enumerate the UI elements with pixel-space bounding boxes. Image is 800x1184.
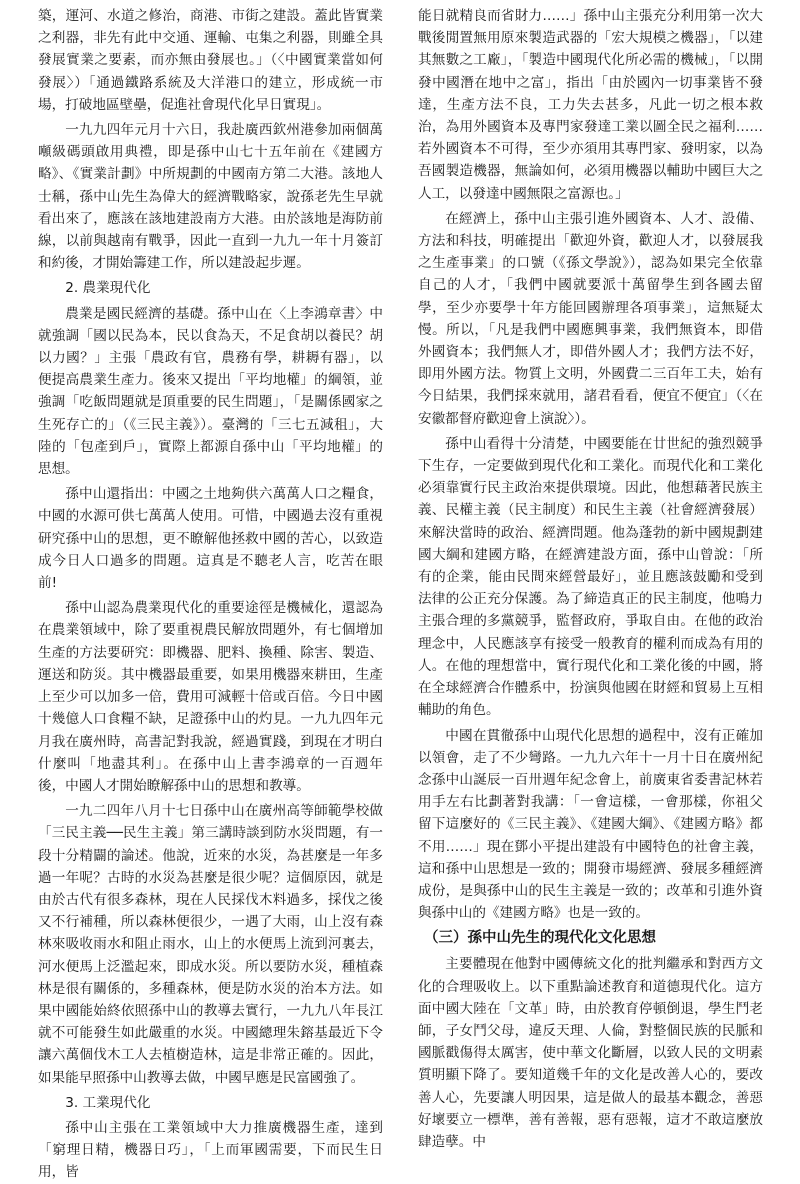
left-column bbox=[38, 5, 383, 1181]
subheading-agriculture: 2. 農業現代化 bbox=[65, 280, 151, 297]
subheading-industry: 3. 工業現代化 bbox=[65, 1094, 151, 1111]
right-column bbox=[418, 5, 763, 1150]
paragraph: 孫中山還指出：中國之土地夠供六萬萬人口之糧食，中國的水源可供七萬萬人使用。可惜，中國過去沒有重視研究孫中山的思想，更不瞭解他拯救中國的苦心，以致造成今日人口過多的問題。這真是不聽老人言，吃苦在眼前! bbox=[38, 486, 383, 592]
paragraph: 在經濟上，孫中山主張引進外國資本、人才、設備、方法和科技，明確提出「歡迎外資，歡迎人才，以發展我之生產事業」的口號（《孫文學說》），認為如果完全依靠自己的人才，「我們中國就要派十萬留學生到各國去留學，至少亦要學十年方能回國辦理各項事業」，這無疑太慢。所以，「凡是我們中國應興事業，我們無資本，即借外國資本；我們無人才，即借外國人才；我們方法不好，即用外國方法。物質上文明，外國費二三百年工夫，始有今日結果，我們採來就用，諸君看看，便宜不便宜」（〈在安徽都督府歡迎會上演說〉）。 bbox=[418, 210, 763, 427]
paragraph: 築，運河、水道之修治，商港、市街之建設。蓋此皆實業之利器，非先有此中交通、運輸、屯集之利器，則雖全具發展實業之要素，而亦無由發展也。」（〈中國實業當如何發展〉）「通過鐵路系統及大洋港口的建立，形成統一市場，打破地區壁壘，促進社會現代化早日實現」。 bbox=[38, 8, 383, 113]
paragraph: 孫中山認為農業現代化的重要途徑是機械化，還認為在農業領域中，除了要重視農民解放問題外，有七個增加生產的方法要研究：即機器、肥料、換種、除害、製造、運送和防災。其中機器最重要，如果用機器來耕田，生產上至少可以加多一倍，費用可減輕十倍或百倍。今日中國十幾億人口食糧不缺，足證孫中山的灼見。一九九四年元月我在廣州時，高書記對我說，經過實踐，到現在才明白什麼叫「地盡其利」。在孫中山上書李鴻章的一百週年後，中國人才開始瞭解孫中山的思想和教導。 bbox=[38, 600, 383, 794]
paragraph: 主要體現在他對中國傳統文化的批判繼承和對西方文化的合理吸收上。以下重點論述教育和道德現代化。這方面中國大陸在「文革」時，由於教育停頓倒退，學生鬥老師，子女鬥父母，違反天理、人倫，對整個民族的民脈和國脈戳傷得太厲害，使中華文化斷層，以致人民的文明素質明顯下降了。要知道幾千年的文化是改善人心的，要改善人心，先要讓人明因果，這是做人的最基本觀念，善惡好壞要立一標準，善有善報，惡有惡報，這才不敢這麼放肆造孽。中 bbox=[418, 956, 763, 1150]
paragraph: 能日就精良而省財力……」孫中山主張充分利用第一次大戰後閒置無用原來製造武器的「宏大規模之機器」，「以建其無數之工廠」，「製造中國現代化所必需的機械」，「以開發中國潛在地中之富」，指出「由於國內一切事業皆不發達，生產方法不良，工力失去甚多，凡此一切之根本救治，為用外國資本及專門家發達工業以圖全民之福利……若外國資本不可得，至少亦須用其專門家、發明家，以為吾國製造機器，無論如何，必須用機器以輔助中國巨大之人工，以發達中國無限之富源也。」 bbox=[418, 8, 763, 202]
section-heading-culture: （三）孫中山先生的現代化文化思想 bbox=[424, 930, 656, 947]
paragraph: 中國在貫徹孫中山現代化思想的過程中，沒有正確加以領會，走了不少彎路。一九九六年十一月十日在廣州紀念孫中山誕辰一百卅週年紀念會上，前廣東省委書記林若用手左右比劃著對我講：「一會這樣，一會那樣，你祖父留下這麼好的《三民主義》、《建國大綱》、《建國方略》都不用……」現在鄧小平提出建設有中國特色的社會主義，這和孫中山思想是一致的；開發市場經濟、發展多種經濟成份，是與孫中山的民生主義是一致的；改革和引進外資與孫中山的《建國方略》也是一致的。 bbox=[418, 727, 763, 922]
paragraph: 一九九四年元月十六日，我赴廣西欽州港參加兩個萬噸級碼頭啟用典禮，即是孫中山七十五年前在《建國方略》、《實業計劃》中所規劃的中國南方第二大港。該地人士稱，孫中山先生為偉大的經濟戰略家，說孫老先生早就看出來了，應該在該地建設南方大港。由於該地是海防前線，以前與越南有戰爭，因此一直到一九九一年十月簽訂和約後，才開始籌建工作，所以建設起步遲。 bbox=[38, 122, 383, 272]
paragraph: 孫中山主張在工業領域中大力推廣機器生產，達到「窮理日精，機器日巧」，「上而軍國需要，下而民生日用，皆 bbox=[38, 1119, 383, 1181]
paragraph: 農業是國民經濟的基礎。孫中山在〈上李鴻章書〉中就強調「國以民為本，民以食為天，不足食胡以養民？胡以力國？」主張「農政有官，農務有學，耕耨有器」，以便提高農業生產力。後來又提出「平均地權」的綱領，並強調「吃飯問題就是頂重要的民生問題」，「是關係國家之生死存亡的」（《三民主義》）。臺灣的「三七五減租」，大陸的「包產到戶」，實際上都源自孫中山「平均地權」的思想。 bbox=[38, 305, 383, 478]
paragraph: 一九二四年八月十七日孫中山在廣州高等師範學校做「三民主義──民生主義」第三講時談到防水災問題，有一段十分精闢的論述。他說，近來的水災，為甚麼是一年多過一年呢？古時的水災為甚麼是很少呢？這個原因，就是由於古代有很多森林，現在人民採伐木料過多，採伐之後又不行補種，所以森林便很少，一遇了大雨，山上沒有森林來吸收雨水和阻止雨水，山上的水便馬上流到河裏去，河水便馬上泛濫起來，即成水災。所以要防水災，種植森林是很有關係的，多種森林，便是防水災的治本方法。如果中國能始終依照孫中山的教導去實行，一九九八年長江就不可能發生如此嚴重的水災。中國總理朱鎔基最近下令讓六萬個伐木工人去植樹造林，這是非常正確的。因此，如果能早照孫中山教導去做，中國早應是民富國強了。 bbox=[38, 803, 383, 1086]
paragraph: 孫中山看得十分清楚，中國要能在廿世紀的強烈競爭下生存，一定要做到現代化和工業化。而現代化和工業化必須靠實行民主政治來提供環境。因此，他想藉著民族主義、民權主義（民主制度）和民生主義（社會經濟發展）來解決當時的政治、經濟問題。他為蓬勃的新中國規劃建國大綱和建國方略，在經濟建設方面，孫中山曾說：「所有的企業，能由民間來經營最好」，並且應該鼓勵和受到法律的公正充分保護。為了締造真正的民主制度，他鳴力主張合理的多黨競爭，監督政府，爭取自由。在他的政治理念中，人民應該享有接受一般教育的權利而成為有用的人。在他的理想當中，實行現代化和工業化後的中國，將在全球經濟合作體系中，扮演與他國在財經和貿易上互相輔助的角色。 bbox=[418, 435, 763, 719]
